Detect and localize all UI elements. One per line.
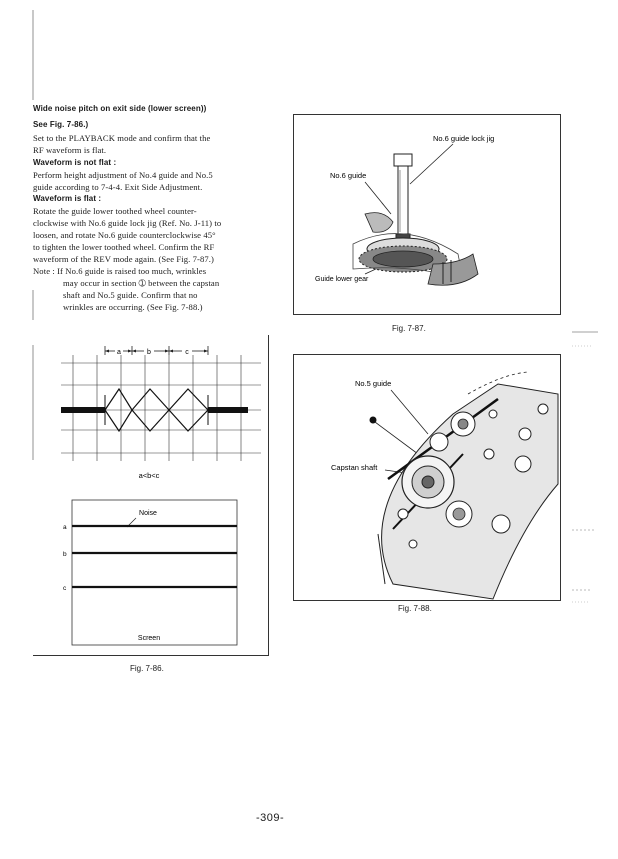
text-line: Rotate the guide lower toothed wheel counter-: [33, 206, 197, 216]
see-fig-86: See Fig. 7-86.): [33, 120, 89, 129]
row-label-a: a: [63, 524, 67, 531]
text-line: clockwise with No.6 guide lock jig (Ref. No. J-11) to: [33, 218, 222, 228]
text-line: guide according to 7-4-4. Exit Side Adjustment.: [33, 182, 203, 192]
text-line: loosen, and rotate No.6 guide counterclockwise 45°: [33, 230, 216, 240]
text-line: RF waveform is flat.: [33, 145, 107, 155]
screen-label: Screen: [137, 635, 161, 642]
margin-scan-marks: [568, 330, 608, 620]
dim-label-c: c: [185, 349, 189, 356]
row-label-c: c: [63, 585, 67, 592]
text-line: Perform height adjustment of No.4 guide and No.5: [33, 170, 213, 180]
fig-7-88-caption: Fig. 7-88.: [398, 604, 432, 613]
note-line: Note : If No.6 guide is raised too much, wrinkles: [33, 266, 207, 276]
text-line: Set to the PLAYBACK mode and confirm that the: [33, 133, 211, 143]
row-label-b: b: [63, 551, 67, 558]
dim-label-a: a: [117, 349, 121, 356]
label-lock-jig: No.6 guide lock jig: [433, 134, 495, 143]
heading-not-flat: Waveform is not flat :: [33, 158, 117, 167]
tape-path-mechanism: [378, 384, 558, 599]
dim-label-b: b: [147, 349, 151, 356]
heading-wide-noise: Wide noise pitch on exit side (lower screen)): [33, 104, 207, 113]
note-line: shaft and No.5 guide. Confirm that no: [63, 290, 198, 300]
label-no6-guide: No.6 guide: [330, 171, 367, 180]
fig-7-88-illustration: [293, 354, 561, 601]
fig-7-87-caption: Fig. 7-87.: [392, 324, 426, 333]
text-line: waveform of the REV mode again. (See Fig. 7-87.): [33, 254, 215, 264]
fig-7-86-caption: Fig. 7-86.: [130, 664, 164, 673]
note-line: wrinkles are occurring. (See Fig. 7-88.): [63, 302, 203, 312]
noise-label: Noise: [139, 510, 157, 517]
fig-7-86-diagram: [33, 335, 268, 655]
heading-flat: Waveform is flat :: [33, 194, 102, 203]
label-lower-gear: Guide lower gear: [315, 276, 369, 283]
relation-label: a<b<c: [138, 471, 160, 480]
fig-7-87-illustration: [293, 114, 561, 315]
label-capstan-shaft: Capstan shaft: [331, 463, 378, 472]
page-number: -309-: [256, 812, 285, 824]
lock-jig-icon: [394, 154, 412, 246]
note-line: may occur in section ➀ between the capstan: [63, 278, 220, 288]
guide-gear-icon: [353, 213, 478, 286]
label-no5-guide: No.5 guide: [355, 379, 392, 388]
text-line: to tighten the lower toothed wheel. Confirm the RF: [33, 242, 215, 252]
screen-box: [72, 500, 237, 645]
